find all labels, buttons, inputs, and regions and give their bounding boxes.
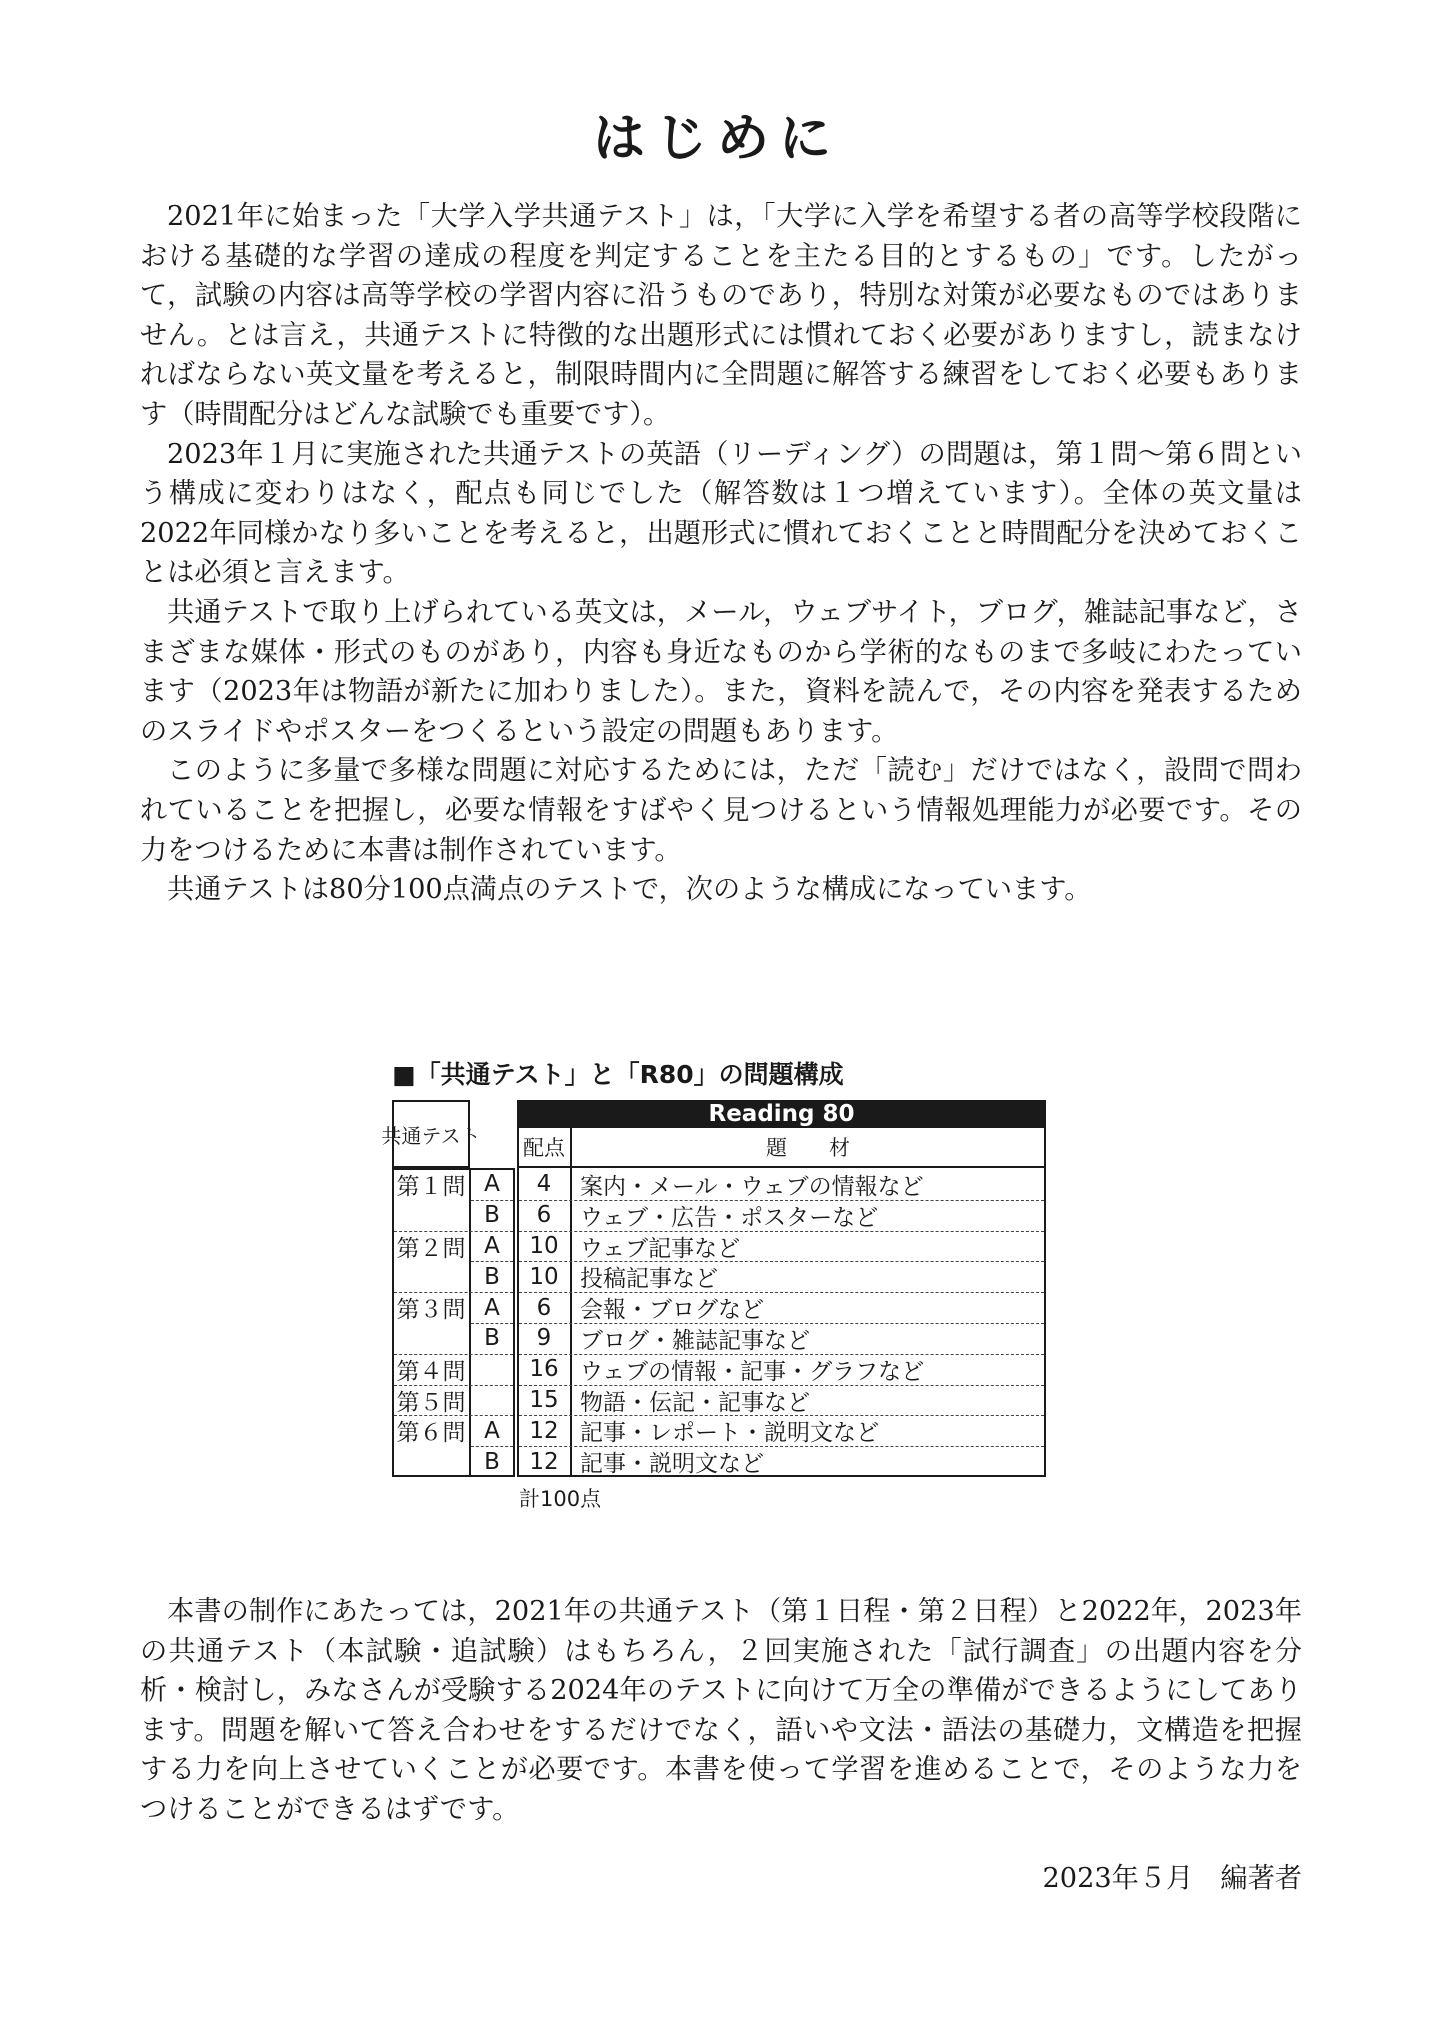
paragraph: 本書の制作にあたっては，2021年の共通テスト（第１日程・第２日程）と2022年，2023年の共通テスト（本試験・追試験）はもちろん，２回実施された「試行調査」の出題内容を分析・検討し，みなさんが受験する2024年のテストに向けて万全の準備ができるようにしてあります。問題を解いて答え合わせをするだけでなく，語いや文法・語法の基礎力，文構造を把握する力を向上させていくことが必要です。本書を使って学習を進めることで，そのような力をつけることができるはずです。 <box>140 1596 1302 1825</box>
topic-text: 投稿記事など <box>580 1266 718 1293</box>
topic-column-header: 題 材 <box>766 1136 850 1160</box>
question-part <box>471 1385 513 1416</box>
question-part <box>471 1354 513 1385</box>
paragraph: 2021年に始まった「大学入学共通テスト」は，「大学に入学を希望する者の高等学校段階における基礎的な学習の達成の程度を判定することを主たる目的とするもの」です。したがって，試験の内容は高等学校の学習内容に沿うものであり，特別な対策が必要なものではありません。とは言え，共通テストに特徴的な出題形式には慣れておく必要がありますし，読まなければならない英文量を考えると，制限時間内に全問題に解答する練習をしておく必要もあります（時間配分はどんな試験でも重要です）。 <box>140 201 1302 430</box>
row-divider <box>394 1354 513 1355</box>
row-divider <box>394 1385 513 1386</box>
row-divider <box>519 1231 1044 1232</box>
topic-text: ウェブの情報・記事・グラフなど <box>580 1358 925 1385</box>
paragraph: このように多量で多様な問題に対応するためには，ただ「読む」だけではなく，設問で問われていることを把握し，必要な情報をすばやく見つけるという情報処理能力が必要です。その力をつけるために本書は制作されています。 <box>140 755 1302 866</box>
question-number <box>394 1200 468 1231</box>
points-value: 12 <box>529 1448 559 1475</box>
page-title: はじめに <box>592 109 841 169</box>
row-divider <box>519 1323 1044 1324</box>
topic-text: ウェブ・広告・ポスターなど <box>580 1204 879 1231</box>
outro-text <box>140 1592 1302 1830</box>
points-value: 12 <box>529 1417 559 1444</box>
table-caption: ■「共通テスト」と「R80」の問題構成 <box>392 1060 844 1089</box>
paragraph: 共通テストは80分100点満点のテストで，次のような構成になっています。 <box>167 874 1092 906</box>
question-number <box>394 1446 468 1477</box>
topic-text: 記事・説明文など <box>580 1451 764 1478</box>
points-value: 4 <box>536 1171 552 1198</box>
topic-text: 物語・伝記・記事など <box>580 1389 810 1416</box>
topic-text: 会報・ブログなど <box>580 1297 764 1324</box>
question-part: B <box>484 1448 500 1475</box>
signoff: 2023年５月 編著者 <box>1042 1863 1302 1894</box>
question-number: 第６問 <box>396 1420 466 1447</box>
row-divider <box>519 1385 1044 1386</box>
table-right-header: Reading 80 <box>517 1100 1046 1128</box>
question-part: B <box>484 1202 500 1229</box>
row-divider <box>519 1200 1044 1201</box>
question-number: 第５問 <box>396 1389 466 1416</box>
row-divider <box>471 1200 513 1201</box>
row-divider <box>471 1446 513 1447</box>
points-value: 10 <box>529 1232 559 1259</box>
row-divider <box>394 1415 513 1416</box>
question-part: A <box>484 1417 500 1444</box>
topic-text: 案内・メール・ウェブの情報など <box>580 1173 924 1200</box>
question-number: 第４問 <box>396 1358 466 1385</box>
question-number: 第３問 <box>396 1297 466 1324</box>
row-divider <box>519 1261 1044 1262</box>
points-column-header: 配点 <box>523 1136 565 1160</box>
row-divider <box>471 1323 513 1324</box>
paragraph: 共通テストで取り上げられている英文は，メール，ウェブサイト，ブログ，雑誌記事など，さまざまな媒体・形式のものがあり，内容も身近なものから学術的なものまで多岐にわたっています（2023年は物語が新たに加わりました）。また，資料を読んで，その内容を発表するためのスライドやポスターをつくるという設定の問題もあります。 <box>140 596 1302 747</box>
points-value: 15 <box>529 1386 559 1413</box>
question-part: A <box>484 1171 500 1198</box>
row-divider <box>519 1354 1044 1355</box>
row-divider <box>394 1292 513 1293</box>
question-number: 第１問 <box>396 1173 466 1200</box>
question-part: B <box>484 1263 500 1290</box>
points-value: 6 <box>536 1294 552 1321</box>
topic-text: ブログ・雑誌記事など <box>580 1327 810 1354</box>
total-points: 計100点 <box>519 1487 602 1511</box>
structure-table <box>381 1100 1046 1478</box>
points-value: 10 <box>529 1263 559 1290</box>
question-number: 第２問 <box>396 1235 466 1262</box>
table-left-header: 共通テスト <box>392 1100 470 1168</box>
question-number <box>394 1323 468 1354</box>
points-value: 6 <box>536 1202 552 1229</box>
question-part: A <box>484 1294 500 1321</box>
points-value: 9 <box>536 1325 552 1352</box>
row-divider <box>519 1415 1044 1416</box>
row-divider <box>519 1446 1044 1447</box>
row-divider <box>471 1261 513 1262</box>
question-part: B <box>484 1325 500 1352</box>
question-number <box>394 1261 468 1292</box>
column-divider <box>570 1128 572 1477</box>
row-divider <box>519 1292 1044 1293</box>
points-value: 16 <box>529 1356 559 1383</box>
question-part: A <box>484 1232 500 1259</box>
paragraph: 2023年１月に実施された共通テストの英語（リーディング）の問題は，第１問～第６問という構成に変わりはなく，配点も同じでした（解答数は１つ増えています）。全体の英文量は2022年同様かなり多いことを考えると，出題形式に慣れておくことと時間配分を決めておくことは必須と言えます。 <box>140 438 1302 589</box>
intro-text <box>140 197 1302 910</box>
topic-text: ウェブ記事など <box>580 1235 741 1262</box>
topic-text: 記事・レポート・説明文など <box>580 1420 879 1447</box>
row-divider <box>394 1231 513 1232</box>
